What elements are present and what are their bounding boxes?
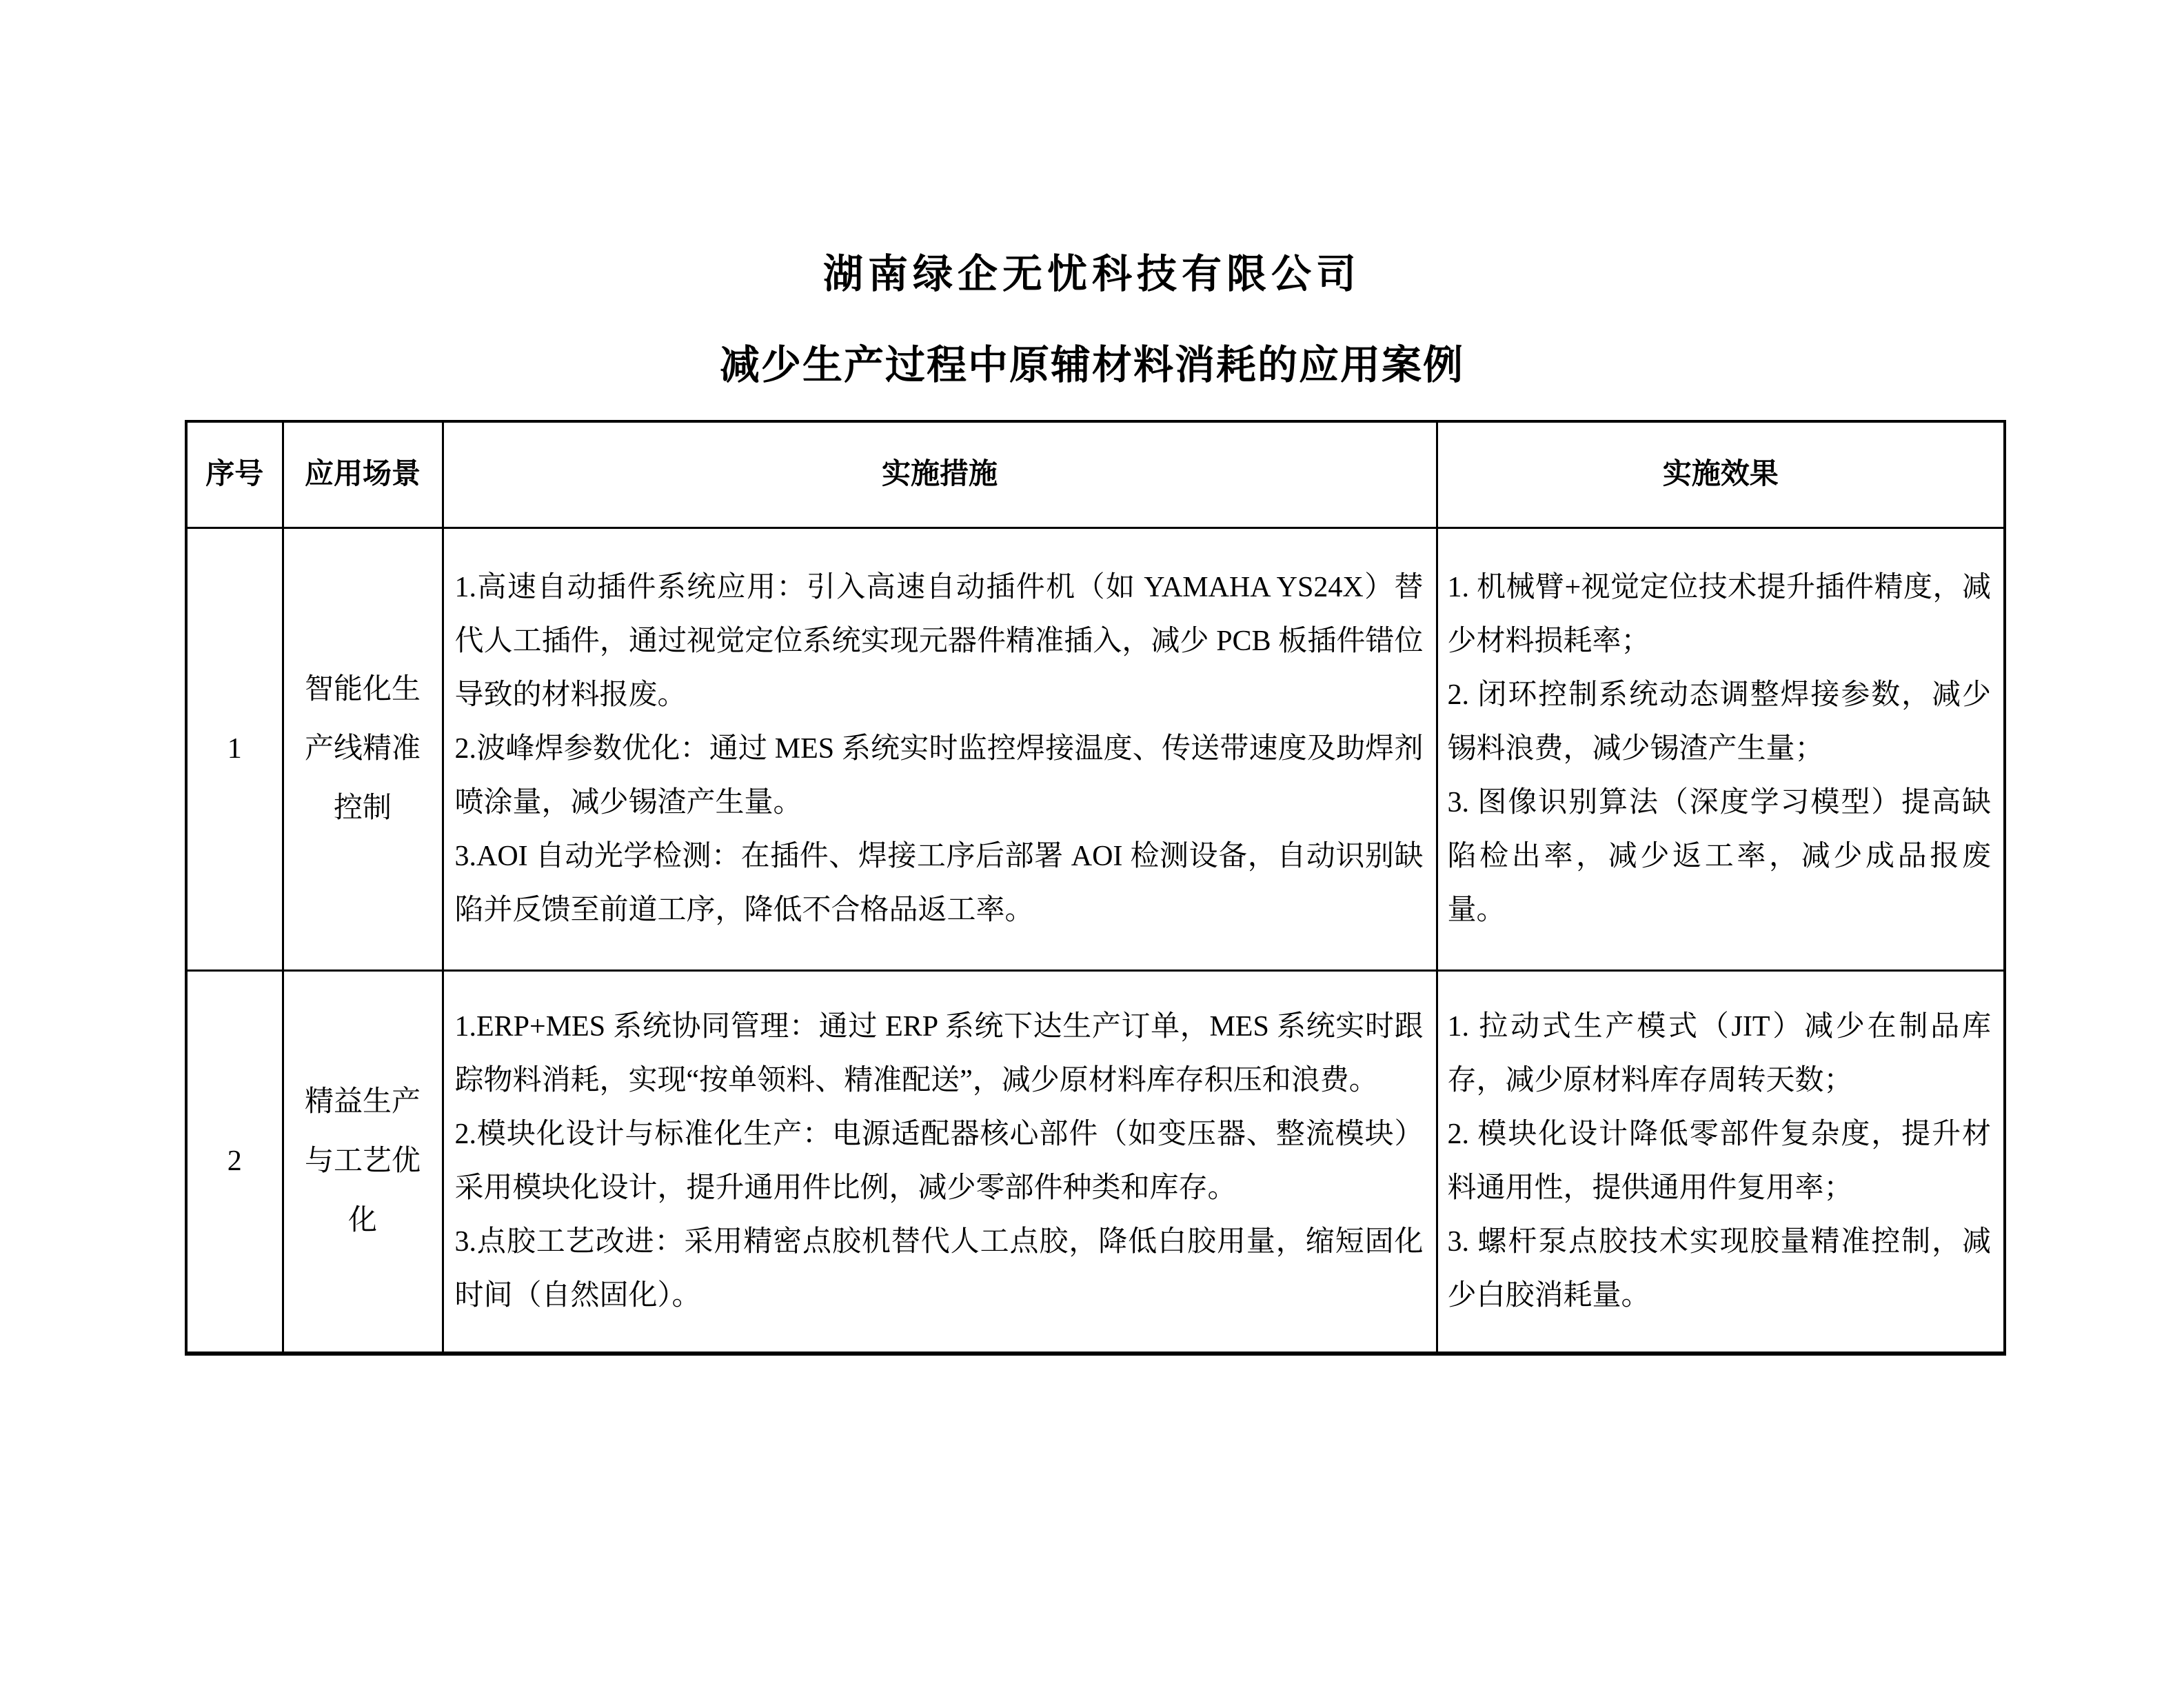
table-row — [186, 970, 2005, 1354]
application-cases-table — [185, 420, 2006, 1356]
serial-number-cell: 1 — [186, 528, 283, 970]
implementation-effects-cell — [1437, 528, 2005, 970]
effect-item: 3. 图像识别算法（深度学习模型）提高缺陷检出率，减少返工率，减少成品报废量。 — [1447, 787, 1991, 926]
measure-item: 2.波峰焊参数优化：通过 MES 系统实时监控焊接温度、传送带速度及助焊剂喷涂量，减少锡渣产生量。 — [454, 733, 1424, 818]
effect-item: 2. 闭环控制系统动态调整焊接参数，减少锡料浪费，减少锡渣产生量； — [1447, 679, 1991, 765]
effect-item: 1. 拉动式生产模式（JIT）减少在制品库存，减少原材料库存周转天数； — [1447, 1011, 1991, 1097]
header-implementation-measures: 实施措施 — [443, 421, 1437, 528]
implementation-measures-cell — [443, 528, 1437, 970]
implementation-effects-cell — [1437, 970, 2005, 1354]
measure-item: 3.点胶工艺改进：采用精密点胶机替代人工点胶，降低白胶用量，缩短固化时间（自然固化）。 — [454, 1226, 1424, 1312]
implementation-measures-cell — [443, 970, 1437, 1354]
document-title-subject: 减少生产过程中原辅材料消耗的应用案例 — [719, 343, 1464, 388]
header-serial-number: 序号 — [186, 421, 283, 528]
measure-item: 1.ERP+MES 系统协同管理：通过 ERP 系统下达生产订单，MES 系统实时跟踪物料消耗，实现“按单领料、精准配送”，减少原材料库存积压和浪费。 — [454, 1011, 1424, 1097]
serial-number-cell: 2 — [186, 970, 283, 1354]
effect-item: 3. 螺杆泵点胶技术实现胶量精准控制，减少白胶消耗量。 — [1447, 1226, 1991, 1312]
header-implementation-effects: 实施效果 — [1437, 421, 2005, 528]
header-application-scenario: 应用场景 — [283, 421, 443, 528]
effect-item: 2. 模块化设计降低零部件复杂度，提升材料通用性，提供通用件复用率； — [1447, 1118, 1991, 1205]
effect-item: 1. 机械臂+视觉定位技术提升插件精度，减少材料损耗率； — [1447, 572, 1991, 657]
measure-item: 2.模块化设计与标准化生产：电源适配器核心部件（如变压器、整流模块）采用模块化设计，提升通用件比例，减少零部件种类和库存。 — [454, 1118, 1424, 1205]
measure-item: 1.高速自动插件系统应用：引入高速自动插件机（如 YAMAHA YS24X）替代人工插件，通过视觉定位系统实现元器件精准插入，减少 PCB 板插件错位导致的材料报废。 — [454, 572, 1424, 711]
application-scenario-cell: 智能化生产线精准控制 — [283, 528, 443, 970]
application-scenario-cell: 精益生产与工艺优化 — [283, 970, 443, 1354]
measure-item: 3.AOI 自动光学检测：在插件、焊接工序后部署 AOI 检测设备，自动识别缺陷并反馈至前道工序，降低不合格品返工率。 — [454, 841, 1424, 926]
document-title-company: 湖南绿企无忧科技有限公司 — [822, 252, 1361, 297]
table-row — [186, 528, 2005, 970]
table-header-row — [186, 421, 2005, 528]
